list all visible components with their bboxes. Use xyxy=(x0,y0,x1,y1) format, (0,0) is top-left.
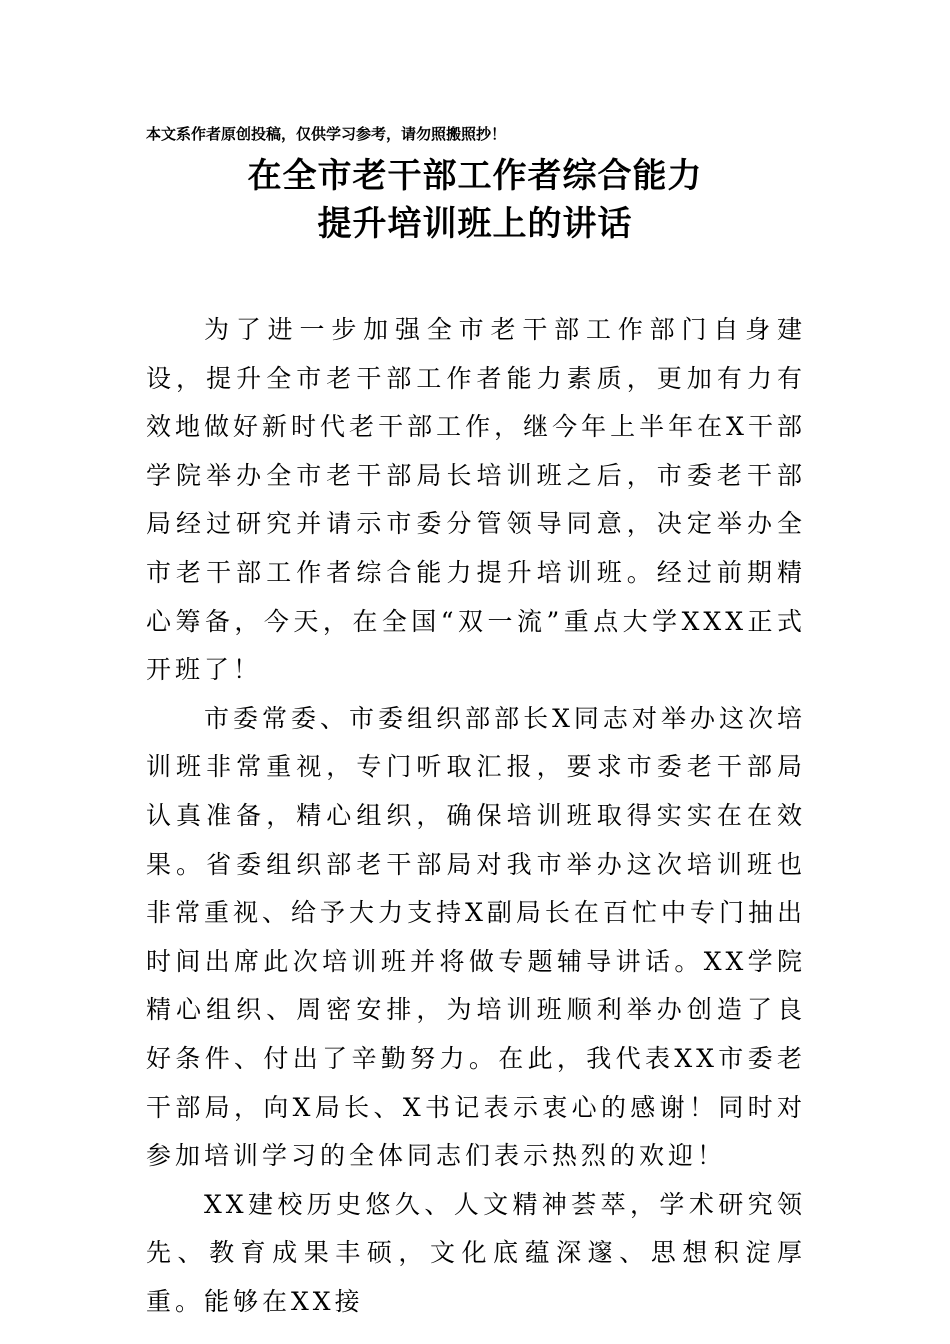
document-title-line-1: 在全市老干部工作者综合能力 xyxy=(247,156,703,196)
document-title-line-2: 提升培训班上的讲话 xyxy=(317,204,633,244)
body-paragraph: XX建校历史悠久、人文精神荟萃，学术研究领先、教育成果丰硕，文化底蕴深邃、思想积淀厚重。能够在XX接 xyxy=(146,1189,806,1316)
body-paragraph: 市委常委、市委组织部部长X同志对举办这次培训班非常重视，专门听取汇报，要求市委老干部局认真准备，精心组织，确保培训班取得实实在在效果。省委组织部老干部局对我市举办这次培训班也非常重视、给予大力支持X副局长在百忙中专门抽出时间出席此次培训班并将做专题辅导讲话。XX学院精心组织、周密安排，为培训班顺利举办创造了良好条件、付出了辛勤努力。在此，我代表XX市委老干部局，向X局长、X书记表示衷心的感谢！同时对参加培训学习的全体同志们表示热烈的欢迎！ xyxy=(146,703,806,1171)
copyright-notice: 本文系作者原创投稿，仅供学习参考，请勿照搬照抄！ xyxy=(146,125,507,143)
body-paragraph: 为了进一步加强全市老干部工作部门自身建设，提升全市老干部工作者能力素质，更加有力有效地做好新时代老干部工作，继今年上半年在X干部学院举办全市老干部局长培训班之后，市委老干部局经过研究并请示市委分管领导同意，决定举办全市老干部工作者综合能力提升培训班。经过前期精心筹备，今天，在全国“双一流”重点大学XXX正式开班了！ xyxy=(146,315,806,685)
document-body xyxy=(146,306,806,1326)
